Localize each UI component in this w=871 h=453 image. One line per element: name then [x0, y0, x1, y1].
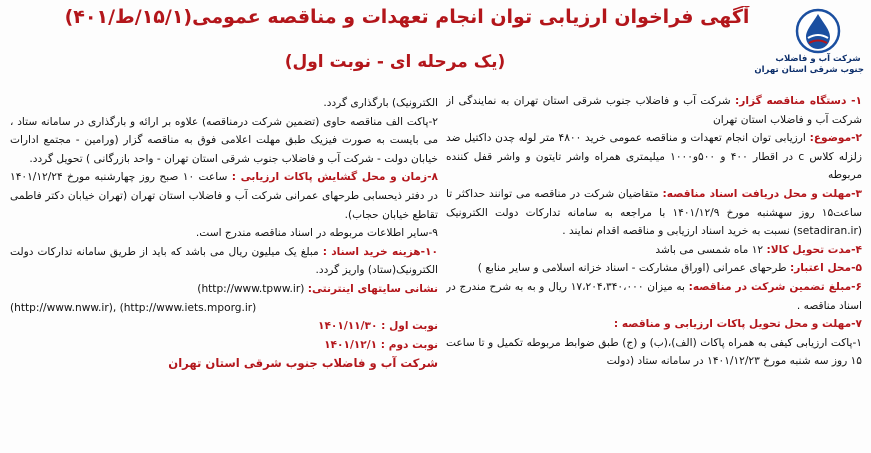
item-9: ۹-سایر اطلاعات مربوطه در اسناد مناقصه مندرج است. — [195, 227, 438, 240]
right-column — [446, 92, 862, 450]
item-4: ۴-مدت تحویل کالا: ۱۲ ماه شمسی می باشد — [655, 243, 862, 256]
item-1: ۱- دستگاه مناقصه گزار: شرکت آب و فاضلاب جنوب شرقی استان تهران به نمایندگی از شرکت آب و فاضلاب استان تهران — [446, 95, 862, 126]
item-2: ۲-موضوع: ارزیابی توان انجام تعهدات و مناقصه عمومی خرید ۴۸۰۰ متر لوله چدن داکتیل ضد زلزله کلاس c در اقطار ۴۰۰ و ۵۰۰و۱۰۰۰ میلیمتری همراه واشر تایتون و واشر قفل کننده مربوطه — [446, 132, 862, 182]
websites-line-1: نشانی سایتهای اینترنتی: (http://www.tpww.ir) — [197, 282, 438, 295]
item-8: ۸-زمان و محل گشایش پاکات ارزیابی : ساعت ۱۰ صبح روز چهارشنبه مورخ ۱۴۰۱/۱۲/۲۴ در دفتر ذیحسابی طرحهای عمرانی شرکت آب و فاضلاب استان تهران (تهران خیابان دکتر فاطمی تقاطع خیابان حجاب). — [10, 171, 438, 221]
second-publication: نوبت دوم : ۱۴۰۱/۱۲/۱ — [324, 338, 438, 351]
page-title: آگهی فراخوان ارزیابی توان انجام تعهدات و مناقصه عمومی(۱۵/۱/ط/۴۰۱) — [64, 6, 750, 28]
item-7-2: ۲-پاکت الف مناقصه حاوی (تضمین شرکت درمناقصه) علاوه بر ارائه و بارگذاری در سامانه ستاد ، می بایست به صورت فیزیک طبق مهلت اعلامی فوق به مناقصه گزار (ورامین - مجتمع ادارات خیابان دولت - شرکت آب و فاضلاب جنوب شرقی استان تهران - واحد بازرگانی ) تحویل گردد. — [10, 115, 438, 165]
page-subtitle: (یک مرحله ای - نوبت اول) — [284, 52, 506, 72]
company-logo — [754, 8, 864, 90]
water-drop-logo-icon — [794, 8, 842, 54]
item-7-1-cont: الکترونیک) بارگذاری گردد. — [323, 97, 438, 109]
item-7: ۷-مهلت و محل تحویل پاکات ارزیابی و مناقصه : — [613, 318, 862, 331]
item-7-1: ۱-پاکت ارزیابی کیفی به همراه پاکات (الف)،(ب) و (ج) طبق ضوابط مربوطه تکمیل و تا ساعت ۱۵ روز سه شنبه مورخ ۱۴۰۱/۱۲/۲۳ در سامانه ستاد (دولت — [446, 336, 862, 368]
item-6: ۶-مبلغ تضمین شرکت در مناقصه: به میزان ۱۷،۲۰۴،۳۴۰،۰۰۰ ریال و به به شرح مندرج در اسناد مناقصه . — [446, 280, 862, 312]
item-5: ۵-محل اعتبار: طرحهای عمرانی (اوراق مشارکت - اسناد خزانه اسلامی و سایر منابع ) — [477, 262, 862, 275]
websites-line-2: (http://www.nww.ir), (http://www.iets.mporg.ir) — [10, 301, 257, 314]
first-publication: نوبت اول : ۱۴۰۱/۱۱/۳۰ — [317, 320, 438, 333]
footer-company-name: شرکت آب و فاضلاب جنوب شرقی استان تهران — [168, 356, 438, 371]
left-column — [10, 94, 438, 450]
item-10: ۱۰-هزینه خرید اسناد : مبلغ یک میلیون ریال می باشد که باید از طریق سامانه تدارکات دولت الکترونیک(ستاد) واریز گردد. — [10, 245, 438, 277]
logo-line-2: جنوب شرقی استان تهران — [754, 65, 864, 75]
item-3: ۳-مهلت و محل دریافت اسناد مناقصه: متقاضیان شرکت در مناقصه می توانند حداکثر تا ساعت۱۵ روز سهشنبه مورخ ۱۴۰۱/۱۲/۹ با مراجعه به سامانه تدارکات دولت الکترونیک (setadiran.ir) نسبت به خرید اسناد ارزیابی و مناقصه اقدام نمایند . — [446, 187, 862, 238]
logo-line-1: شرکت آب و فاضلاب — [775, 54, 861, 64]
